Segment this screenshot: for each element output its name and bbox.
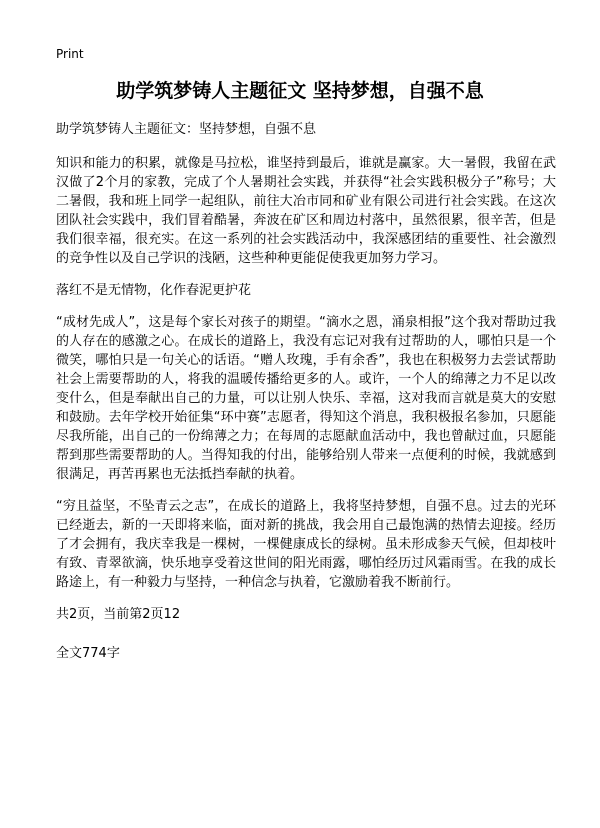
- article-title: 助学筑梦铸人主题征文 坚持梦想，自强不息: [116, 80, 484, 102]
- article-paragraph-2: “成材先成人”，这是每个家长对孩子的期望。“滴水之恩，涌泉相报”这个我对帮助过我的人存在的感激之心。在成长的道路上，我没有忘记对我有过帮助的人，哪怕只是一个微笑，哪怕只是一句关心的话语。“赠人玫瑰，手有余香”，我也在积极努力去尝试帮助社会上需要帮助的人，将我的温暖传播给更多的人。或许，一个人的绵薄之力不足以改变什么，但是奉献出自己的力量，可以让别人快乐、幸福，这对我而言就是莫大的安慰和鼓励。去年学校开始征集“环中赛”志愿者，得知这个消息，我积极报名参加，只愿能尽我所能，出自己的一份绵薄之力；在每周的志愿献血活动中，我也曾献过血，只愿能帮到那些需要帮助的人。当得知我的付出，能够给别人带来一点便利的时候，我就感到很满足，再苦再累也无法抵挡奉献的执着。: [56, 315, 556, 482]
- pagination-text: 共2页，当前第2页12: [56, 607, 181, 622]
- print-link[interactable]: Print: [56, 47, 84, 61]
- article-paragraph-3: “穷且益坚，不坠青云之志”，在成长的道路上，我将坚持梦想，自强不息。过去的光环已经逝去，新的一天即将来临，面对新的挑战，我会用自己最饱满的热情去迎接。经历了才会拥有，我庆幸我是一棵树，一棵健康成长的绿树。虽未形成参天气候，但却枝叶有致、青翠欲滴，快乐地享受着这世间的阳光雨露，哪怕经历过风霜雨雪。在我的成长路途上，有一种毅力与坚持，一种信念与执着，它激励着我不断前行。: [56, 499, 556, 590]
- article-section-heading: 落红不是无情物，化作春泥更护花: [56, 283, 252, 298]
- article-body: [56, 120, 556, 676]
- article-paragraph-1: 知识和能力的积累，就像是马拉松，谁坚持到最后，谁就是赢家。大一暑假，我留在武汉做了2个月的家教，完成了个人暑期社会实践，并获得“社会实践积极分子”称号；大二暑假，我和班上同学一起组队，前往大冶市同和矿业有限公司进行社会实践。在这次团队社会实践中，我们冒着酷暑，奔波在矿区和周边村落中，虽然很累，很辛苦，但是我们很幸福，很充实。在这一系列的社会实践活动中，我深感团结的重要性、社会激烈的竞争性以及自己学识的浅陋，这些种种更能促使我更加努力学习。: [56, 156, 556, 266]
- article-subtitle: 助学筑梦铸人主题征文：坚持梦想，自强不息: [56, 122, 317, 137]
- word-count: 全文774字: [56, 646, 120, 661]
